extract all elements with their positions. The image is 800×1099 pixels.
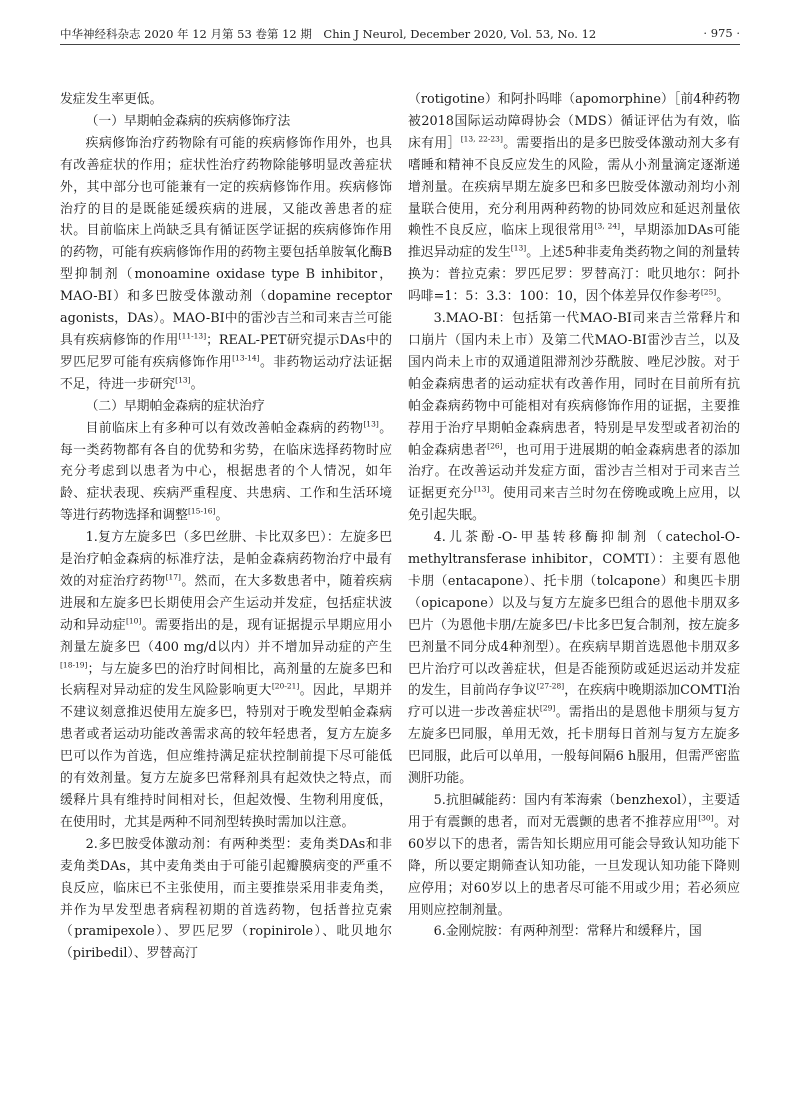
left-column [60,89,392,965]
text-run: 疾病修饰治疗药物除有可能的疾病修饰作用外，也具有改善症状的作用；症状性治疗药物除能够明显改善症状外，其中部分也可能兼有一定的疾病修饰作用。疾病修饰治疗的目的是既能延缓疾病的进展，又能改善患者的症状。目前临床上尚缺乏具有循证医学证据的疾病修饰作用的药物，可能有疾病修饰作用的药物主要包括单胺氧化酶B型抑制剂（monoamine oxidase type B inhibitor，MAO-BI）和多巴胺受体激动剂（dopamine receptor agonists，DAs）。MAO-BI中的雷沙吉兰和司来吉兰可能具有疾病修饰的作用 [60,135,392,348]
paragraph-r2 [408,308,740,527]
citation: [13] [363,419,379,429]
citation: [11-13] [178,331,207,341]
text-run: 。因此，早期并不建议刻意推迟使用左旋多巴，特别对于晚发型帕金森病患者或者运动功能改善需求高的较年轻患者，复方左旋多巴可以作为首选，但应维持满足症状控制前提下尽可能低的有效剂量。复方左旋多巴常释剂具有起效快之特点，而缓释片具有维持时间相对长，但起效慢、生物利用度低，在使用时，尤其是两种不同剂型转换时需加以注意。 [60,683,393,830]
paragraph-p1 [60,89,392,111]
paragraph-p5 [60,418,392,528]
paragraph-r5 [408,921,740,943]
paragraph-p2 [60,111,392,133]
paragraph-p6 [60,527,392,834]
text-run: （rotigotine）和阿扑吗啡（apomorphine）［前4种药物被2018国际运动障碍协会（MDS）循证评估为有效，临床有用］ [408,92,740,151]
citation: [13] [510,244,527,254]
paragraph-p3 [60,133,392,396]
paragraph-r1 [408,89,740,308]
text-run: 4.儿茶酚-O-甲基转移酶抑制剂（catechol-O-methyltransferase inhibitor，COMTI）：主要有恩他卡朋（entacapone）、托卡朋（tolcapone）和奥匹卡朋（opicapone）以及与复方左旋多巴组合的恩他卡朋双多巴片（为恩他卡朋/左旋多巴/卡比多巴复合制剂，按左旋多巴剂量不同分成4种剂型）。在疾病早期首选恩他卡朋双多巴片治疗可以改善症状，但是否能预防或延迟运动并发症的发生，目前尚存争议 [408,530,740,699]
citation: [10] [125,616,142,626]
citation: [29] [539,704,556,714]
text-run: 。然而，在大多数患者中，随着疾病进展和左旋多巴长期使用会产生运动并发症，包括症状波动和异动症 [60,573,392,633]
citation: [25] [700,287,717,297]
citation: [13] [175,375,191,385]
text-run: 。需指出的是恩他卡朋须与复方左旋多巴同服，单用无效，托卡朋每日首剂与复方左旋多巴同服，此后可以单用，一般每间隔6 h服用，但需严密监测肝功能。 [408,705,741,787]
text-run: 6.金刚烷胺：有两种剂型：常释片和缓释片，国 [433,924,702,940]
text-run: 。使用司来吉兰时勿在傍晚或晚上应用，以免引起失眠。 [408,486,741,524]
text-run: 5.抗胆碱能药：国内有苯海索（benzhexol），主要适用于有震颤的患者，而对无震颤的患者不推荐应用 [408,793,740,830]
citation: [18-19] [60,660,88,670]
text-run: 发症发生率更低。 [60,92,163,107]
paragraph-p4 [60,396,392,418]
citation: [15-16] [187,506,216,516]
citation: [13, 22-23] [460,134,503,144]
text-run: 目前临床上有多种可以有效改善帕金森病的药物 [85,420,364,436]
paragraph-r4 [408,790,740,921]
text-run: ；与左旋多巴的治疗时间相比，高剂量的左旋多巴和长病程对异动症的发生风险影响更大 [60,661,392,699]
citation: [13] [473,485,490,495]
text-run: 。需要指出的是，现有证据提示早期应用小剂量左旋多巴（400 mg/d以内）并不增加异动症的产生 [60,617,393,655]
paragraph-r3 [408,527,740,790]
text-run: ，早期添加DAs可能推迟异动症的发生 [408,223,741,261]
citation: [17] [165,572,181,582]
right-column [408,89,740,943]
text-run: 1.复方左旋多巴（多巴丝肼、卡比双多巴）：左旋多巴是治疗帕金森病的标准疗法，是帕金森病药物治疗中最有效的对症治疗药物 [60,530,392,589]
text-run: 。每一类药物都有各自的优势和劣势，在临床选择药物时应充分考虑到以患者为中心，根据患者的个人情况，如年龄、症状表现、疾病严重程度、共患病、工作和生活环境等进行药物选择和调整 [60,420,393,524]
text-run: ；REAL-PET研究提示DAs中的罗匹尼罗可能有疾病修饰作用 [60,332,392,370]
page-number: · 975 · [703,26,740,40]
text-run: 2.多巴胺受体激动剂：有两种类型：麦角类DAs和非麦角类DAs，其中麦角类由于可能引起瓣膜病变的严重不良反应，临床已不主张使用，而主要推崇采用非麦角类，并作为早发型患者病程初期的首选药物，包括普拉克索（pramipexole）、罗匹尼罗（ropinirole）、吡贝地尔（piribedil）、罗替高汀 [60,836,392,962]
journal-citation: 中华神经科杂志 2020 年 12 月第 53 卷第 12 期 Chin J Neurol, December 2020, Vol. 53, No. 12 [60,27,597,41]
citation: [26] [487,441,503,451]
text-run: （二）早期帕金森病的症状治疗 [85,398,265,414]
text-run: 。非药物运动疗法证据不足，待进一步研究 [60,354,393,392]
text-run: 。 [215,508,229,524]
text-run: （一）早期帕金森病的疾病修饰疗法 [85,113,291,129]
text-run: 。对60岁以下的患者，需告知长期应用可能会导致认知功能下降，所以要定期筛查认知功能，一旦发现认知功能下降则应停用；对60岁以上的患者尽可能不用或少用；若必须应用则应控制剂量。 [408,814,741,918]
citation: [20-21] [271,682,300,692]
text-run: ，在疾病中晚期添加COMTI治疗可以进一步改善症状 [408,683,740,721]
text-run: 。需要指出的是多巴胺受体激动剂大多有嗜睡和精神不良反应发生的风险，需从小剂量滴定逐渐递增剂量。在疾病早期左旋多巴和多巴胺受体激动剂均小剂量联合使用，充分利用两种药物的协同效应和延迟剂量依赖性不良反应，临床上现很常用 [408,135,741,239]
text-run: 。 [716,289,730,305]
citation: [3, 24] [594,222,621,232]
citation: [30] [698,813,714,823]
citation: [13-14] [232,353,260,363]
text-run: ，也可用于进展期的帕金森病患者的添加治疗。在改善运动并发症方面，雷沙吉兰相对于司来吉兰证据更充分 [408,442,741,502]
text-run: 。上述5种非麦角类药物之间的剂量转换为：普拉克索：罗匹尼罗：罗替高汀：吡贝地尔：阿扑吗啡=1：5：3.3：100：10，因个体差异仅作参考 [408,245,740,305]
citation: [27-28] [536,682,565,692]
paragraph-p7 [60,834,392,965]
running-header [60,22,740,45]
text-run: 3.MAO-BI：包括第一代MAO-BI司来吉兰常释片和口崩片（国内未上市）及第二代MAO-BI雷沙吉兰，以及国内尚未上市的双通道阻滞剂沙芬酰胺、唑尼沙胺。对于帕金森病患者的运动症状有改善作用，同时在目前所有抗帕金森病药物中可能相对有疾病修饰作用的证据，主要推荐用于治疗早期帕金森病患者，特别是早发型或者初治的帕金森病患者 [408,311,740,458]
text-run: 。 [190,376,204,392]
